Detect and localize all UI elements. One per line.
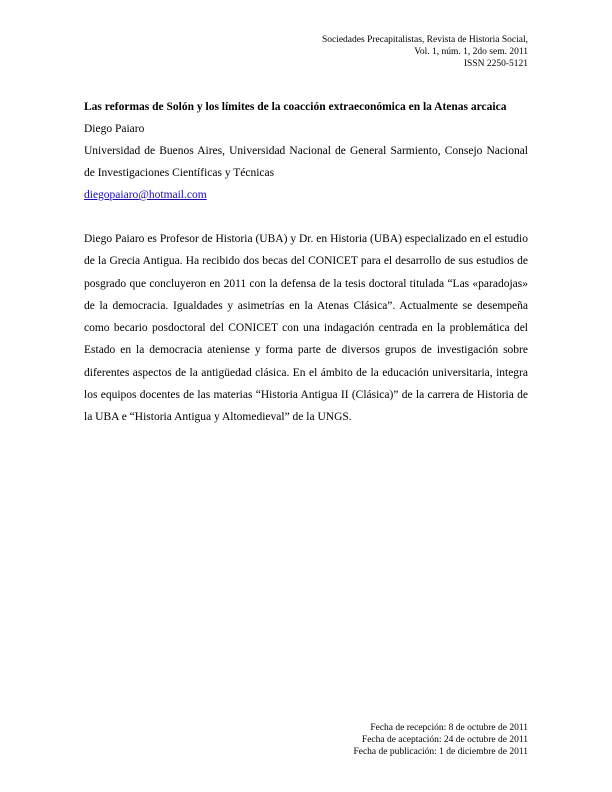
author-affiliation: Universidad de Buenos Aires, Universidad Nacional de General Sarmiento, Consejo Nacional de Investigaciones Científicas y Técnicas bbox=[84, 145, 528, 179]
date-accepted: Fecha de aceptación: 24 de octubre de 2011 bbox=[361, 735, 528, 745]
article-front-matter bbox=[84, 96, 528, 440]
publication-dates bbox=[353, 722, 528, 758]
date-received: Fecha de recepción: 8 de octubre de 2011 bbox=[370, 723, 528, 733]
author-email-link[interactable]: diegopaiaro@hotmail.com bbox=[84, 189, 207, 201]
author-name: Diego Paiaro bbox=[84, 123, 145, 135]
article-title: Las reformas de Solón y los límites de la coacción extraeconómica en la Atenas arcaica bbox=[84, 101, 507, 113]
journal-header bbox=[322, 34, 528, 70]
date-published: Fecha de publicación: 1 de diciembre de 2011 bbox=[353, 747, 528, 757]
author-bio: Diego Paiaro es Profesor de Historia (UBA) y Dr. en Historia (UBA) especializado en el estudio de la Grecia Antigua. Ha recibido dos becas del CONICET para el desarrollo de sus estudios de posgrado que concluyeron en 2011 con la defensa de la tesis doctoral titulada “Las «paradojas» de la democracia. Igualdades y asimetrías en la Atenas Clásica”. Actualmente se desempeña como becario posdoctoral del CONICET con una indagación centrada en la problemática del Estado en la democracia ateniense y forma parte de diversos grupos de investigación sobre diferentes aspectos de la antigüedad clásica. En el ámbito de la educación universitaria, integra los equipos docentes de las materias “Historia Antigua II (Clásica)” de la carrera de Historia de la UBA e “Historia Antigua y Altomedieval” de la UNGS. bbox=[84, 233, 528, 424]
author-email-line bbox=[84, 184, 528, 206]
journal-issn: ISSN 2250-5121 bbox=[463, 59, 528, 69]
journal-volume: Vol. 1, núm. 1, 2do sem. 2011 bbox=[414, 47, 528, 57]
journal-name: Sociedades Precapitalistas, Revista de Historia Social, bbox=[321, 35, 528, 45]
